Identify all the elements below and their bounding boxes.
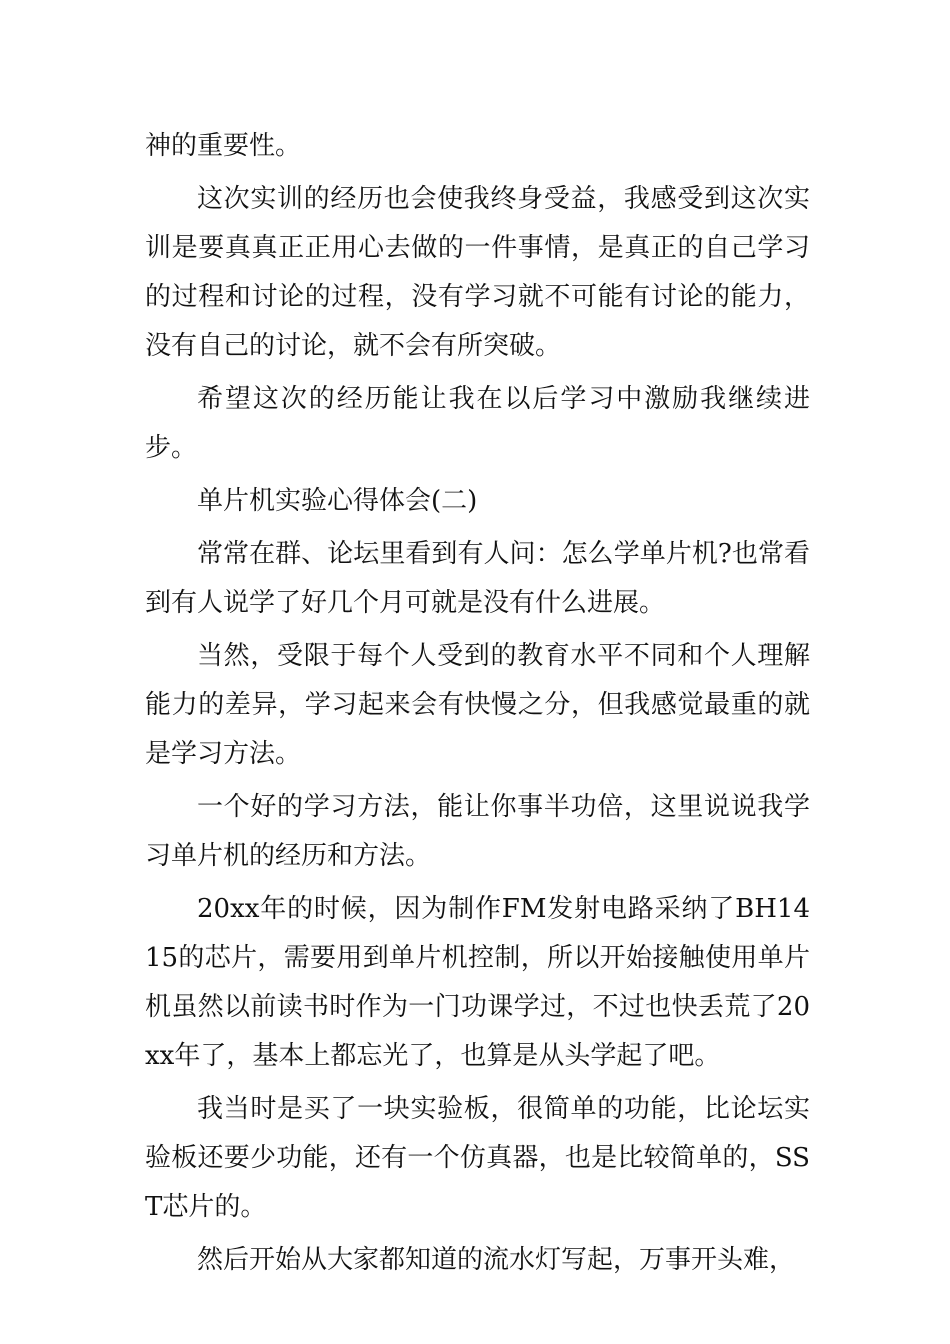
paragraph-1: 神的重要性。 [145, 131, 302, 161]
paragraph-7: 一个好的学习方法，能让你事半功倍，这里说说我学习单片机的经历和方法。 [145, 792, 810, 871]
paragraph-2: 这次实训的经历也会使我终身受益，我感受到这次实训是要真真正正用心去做的一件事情，是真正的自己学习的过程和讨论的过程，没有学习就不可能有讨论的能力，没有自己的讨论，就不会有所突破。 [145, 184, 810, 361]
document-body [145, 122, 810, 1285]
paragraph-10: 然后开始从大家都知道的流水灯写起，万事开头难， [197, 1245, 796, 1275]
paragraph-8: 20xx年的时候，因为制作FM发射电路采纳了BH1415的芯片，需要用到单片机控制，所以开始接触使用单片机虽然以前读书时作为一门功课学过，不过也快丢荒了20xx年了，基本上都忘光了，也算是从头学起了吧。 [145, 894, 810, 1071]
paragraph-5: 常常在群、论坛里看到有人问：怎么学单片机?也常看到有人说学了好几个月可就是没有什么进展。 [145, 539, 810, 618]
paragraph-3: 希望这次的经历能让我在以后学习中激励我继续进步。 [145, 384, 810, 463]
section-heading: 单片机实验心得体会(二) [197, 486, 478, 516]
paragraph-6: 当然，受限于每个人受到的教育水平不同和个人理解能力的差异，学习起来会有快慢之分，但我感觉最重的就是学习方法。 [145, 641, 810, 769]
paragraph-9: 我当时是买了一块实验板，很简单的功能，比论坛实验板还要少功能，还有一个仿真器，也是比较简单的，SST芯片的。 [145, 1094, 810, 1222]
